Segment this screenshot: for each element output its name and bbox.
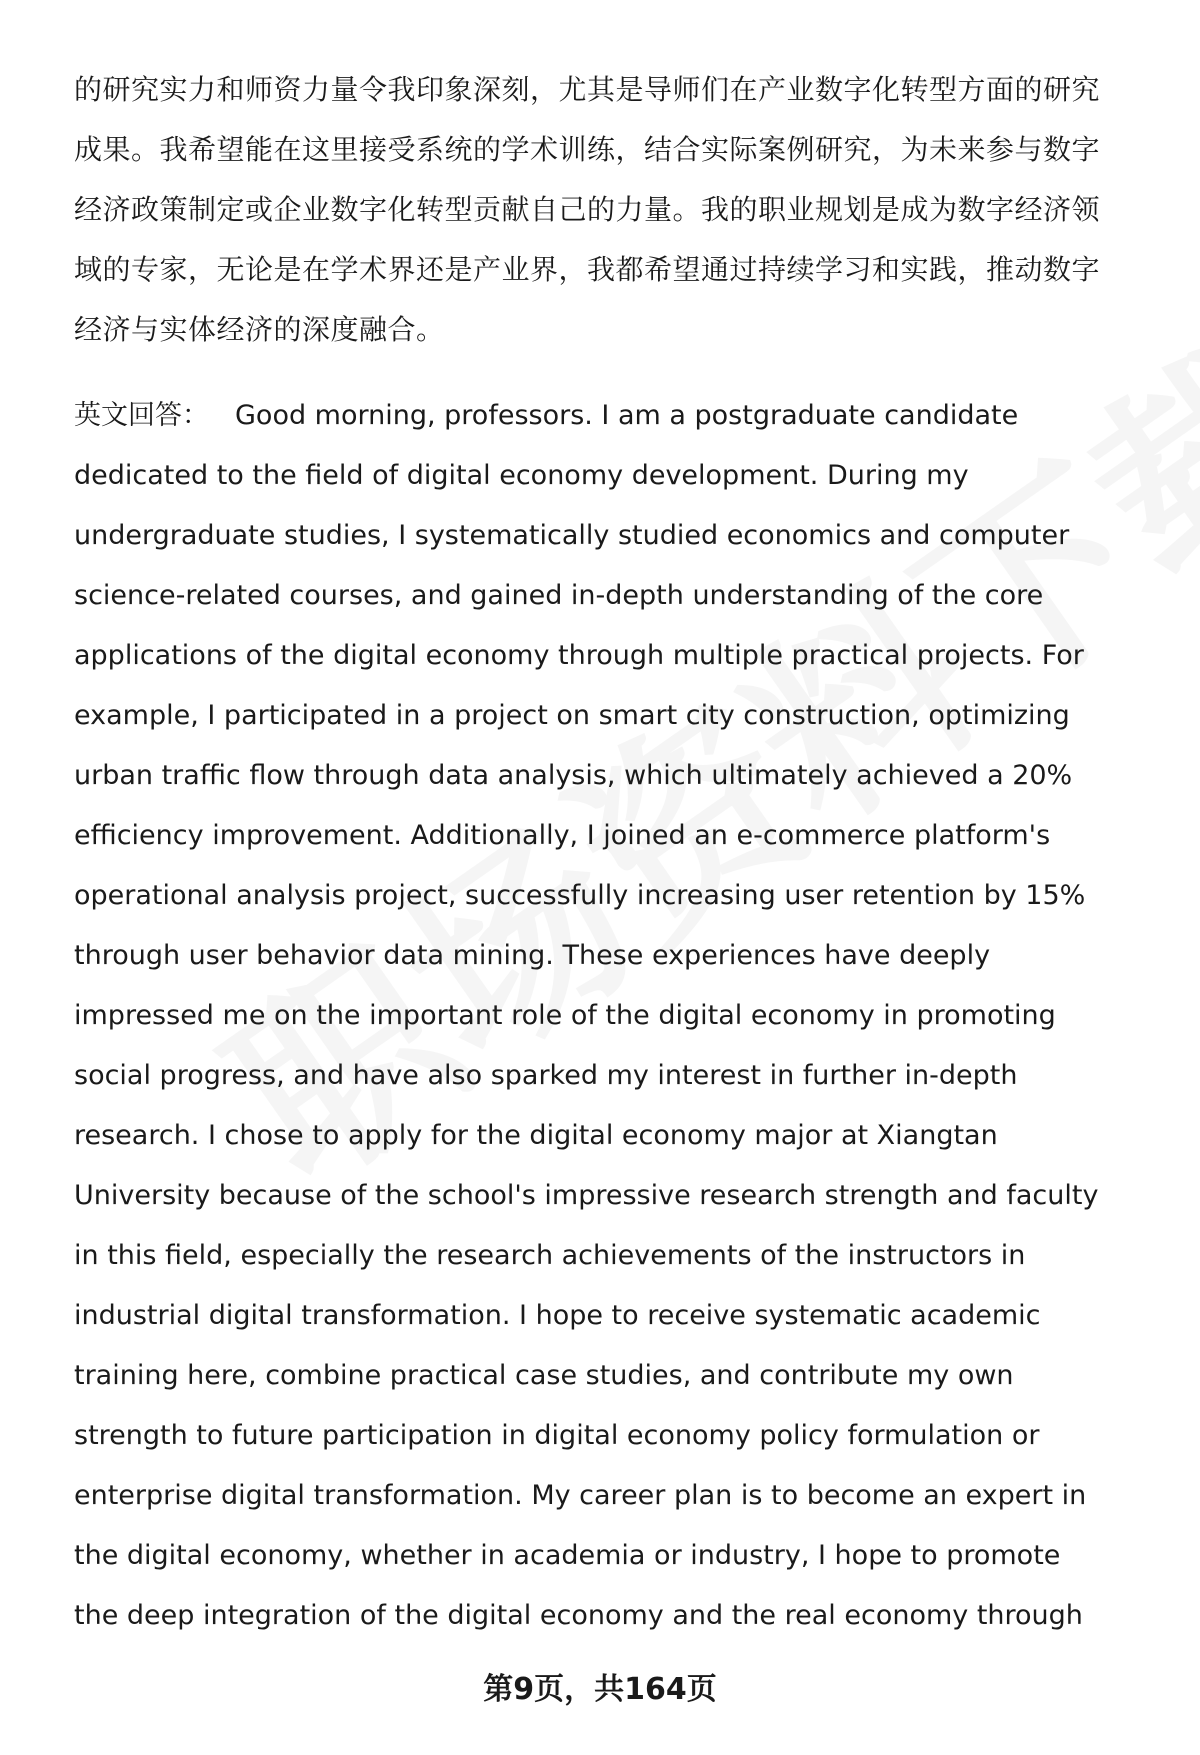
text-line: 的研究实力和师资力量令我印象深刻，尤其是导师们在产业数字化转型方面的研究 <box>74 73 1101 106</box>
page-number-footer: 第9页，共164页 <box>483 1672 717 1707</box>
text-line: social progress, and have also sparked my interest in further in-depth <box>74 1060 1018 1091</box>
text-line: science-related courses, and gained in-depth understanding of the core <box>74 580 1044 611</box>
text-line: training here, combine practical case studies, and contribute my own <box>74 1360 1014 1391</box>
text-line-first <box>74 386 1144 446</box>
text-line: undergraduate studies, I systematically studied economics and computer <box>74 520 1070 551</box>
text-line: example, I participated in a project on smart city construction, optimizing <box>74 700 1070 731</box>
text-line: 经济政策制定或企业数字化转型贡献自己的力量。我的职业规划是成为数字经济领 <box>74 193 1101 226</box>
text-line: research. I chose to apply for the digital economy major at Xiangtan <box>74 1120 998 1151</box>
english-answer-paragraph <box>74 386 1144 1646</box>
text-line: efficiency improvement. Additionally, I joined an e-commerce platform's <box>74 820 1051 851</box>
text-line: dedicated to the field of digital economy development. During my <box>74 460 969 491</box>
text-line: enterprise digital transformation. My career plan is to become an expert in <box>74 1480 1087 1511</box>
text-line: strength to future participation in digital economy policy formulation or <box>74 1420 1040 1451</box>
text-line: University because of the school's impressive research strength and faculty <box>74 1180 1099 1211</box>
text-line: industrial digital transformation. I hope to receive systematic academic <box>74 1300 1041 1331</box>
text-line: 经济与实体经济的深度融合。 <box>74 313 445 346</box>
text-line: applications of the digital economy through multiple practical projects. For <box>74 640 1084 671</box>
text-line: urban traffic flow through data analysis, which ultimately achieved a 20% <box>74 760 1073 791</box>
text-line: Good morning, professors. I am a postgraduate candidate <box>235 400 1019 431</box>
text-line: 域的专家，无论是在学术界还是产业界，我都希望通过持续学习和实践，推动数字 <box>74 253 1101 286</box>
text-line: impressed me on the important role of the digital economy in promoting <box>74 1000 1056 1031</box>
english-answer-label: 英文回答： <box>74 400 209 431</box>
text-line: through user behavior data mining. These experiences have deeply <box>74 940 991 971</box>
text-line: in this field, especially the research achievements of the instructors in <box>74 1240 1026 1271</box>
text-line: 成果。我希望能在这里接受系统的学术训练，结合实际案例研究，为未来参与数字 <box>74 133 1101 166</box>
chinese-answer-paragraph <box>74 60 1144 360</box>
text-line: the deep integration of the digital economy and the real economy through <box>74 1600 1083 1631</box>
text-line: operational analysis project, successfully increasing user retention by 15% <box>74 880 1086 911</box>
text-line: the digital economy, whether in academia or industry, I hope to promote <box>74 1540 1061 1571</box>
